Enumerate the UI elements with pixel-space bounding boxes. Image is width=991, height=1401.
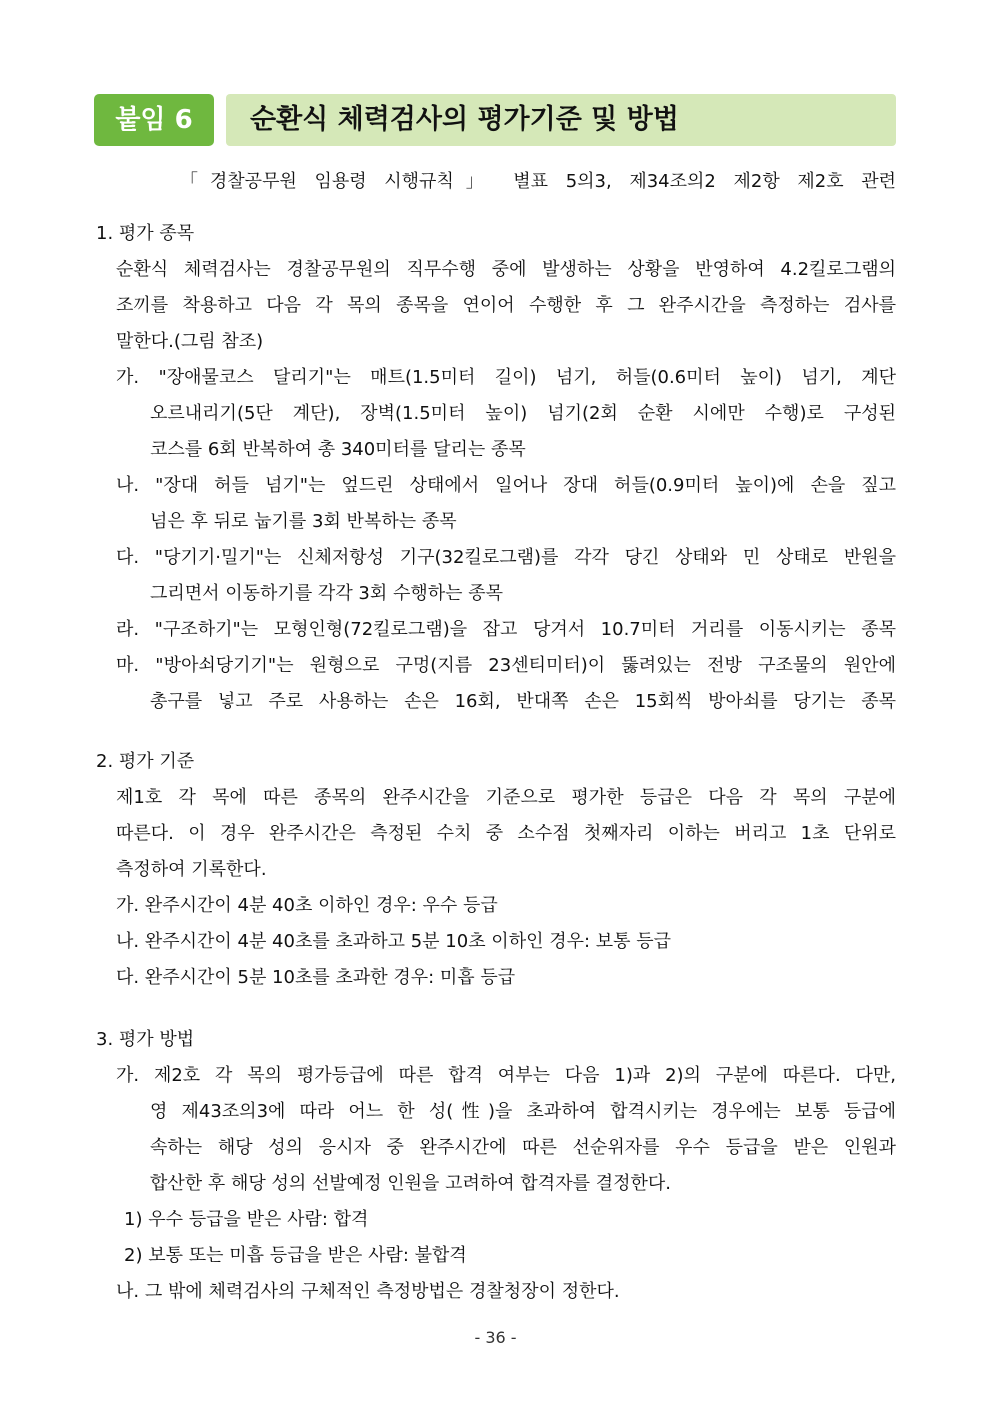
section-1-item-da-cont: 그리면서 이동하기를 각각 3회 수행하는 종목 [150,583,504,604]
section-2-heading: 2. 평가 기준 [96,751,195,772]
section-1-heading: 1. 평가 종목 [96,223,195,244]
section-1-intro-line: 순환식 체력검사는 경찰공무원의 직무수행 중에 발생하는 상황을 반영하여 4.2킬로그램의 [116,259,896,280]
section-1-item-ga-cont: 오르내리기(5단 계단), 장벽(1.5미터 높이) 넘기(2회 순환 시에만 수행)로 구성된 [150,403,896,424]
section-3-item-ga-cont: 합산한 후 해당 성의 선발예정 인원을 고려하여 합격자를 결정한다. [150,1173,671,1194]
annex-title: 순환식 체력검사의 평가기준 및 방법 [226,94,896,146]
section-1-intro-line: 말한다.(그림 참조) [116,331,264,352]
legal-reference: 「경찰공무원 임용령 시행규칙」 별표 5의3, 제34조의2 제2항 제2호 관련 [180,171,896,192]
section-1-item-ma: 마. "방아쇠당기기"는 원형으로 구멍(지름 23센티미터)이 뚫려있는 전방 구조물의 원안에 [116,655,896,676]
section-2-intro-line: 측정하여 기록한다. [116,859,267,880]
section-3-subitem-2: 2) 보통 또는 미흡 등급을 받은 사람: 불합격 [124,1245,467,1266]
section-1-item-ma-cont: 총구를 넣고 주로 사용하는 손은 16회, 반대쪽 손은 15회씩 방아쇠를 당기는 종목 [150,691,896,712]
section-1-item-na-cont: 넘은 후 뒤로 눕기를 3회 반복하는 종목 [150,511,457,532]
page-number: - 36 - [474,1328,517,1347]
section-3-item-na: 나. 그 밖에 체력검사의 구체적인 측정방법은 경찰청장이 정한다. [116,1281,620,1302]
section-3-heading: 3. 평가 방법 [96,1029,195,1050]
section-2-item-ga: 가. 완주시간이 4분 40초 이하인 경우: 우수 등급 [116,895,498,916]
section-2-intro-line: 제1호 각 목에 따른 종목의 완주시간을 기준으로 평가한 등급은 다음 각 목의 구분에 [116,787,896,808]
section-1-item-da: 다. "당기기·밀기"는 신체저항성 기구(32킬로그램)를 각각 당긴 상태와 민 상태로 반원을 [116,547,896,568]
section-1-item-ra: 라. "구조하기"는 모형인형(72킬로그램)을 잡고 당겨서 10.7미터 거리를 이동시키는 종목 [116,619,896,640]
section-1-intro-line: 조끼를 착용하고 다음 각 목의 종목을 연이어 수행한 후 그 완주시간을 측정하는 검사를 [116,295,896,316]
section-3-subitem-1: 1) 우수 등급을 받은 사람: 합격 [124,1209,369,1230]
annex-header [94,94,896,146]
section-3-item-ga-cont: 영 제43조의3에 따라 어느 한 성(性)을 초과하여 합격시키는 경우에는 보통 등급에 [150,1101,896,1122]
section-3-item-ga-cont: 속하는 해당 성의 응시자 중 완주시간에 따른 선순위자를 우수 등급을 받은 인원과 [150,1137,896,1158]
section-1-item-ga-cont: 코스를 6회 반복하여 총 340미터를 달리는 종목 [150,439,526,460]
section-1-item-ga: 가. "장애물코스 달리기"는 매트(1.5미터 길이) 넘기, 허들(0.6미터 높이) 넘기, 계단 [116,367,896,388]
section-3-item-ga: 가. 제2호 각 목의 평가등급에 따른 합격 여부는 다음 1)과 2)의 구분에 따른다. 다만, [116,1065,896,1086]
section-2-item-da: 다. 완주시간이 5분 10초를 초과한 경우: 미흡 등급 [116,967,516,988]
section-2-intro-line: 따른다. 이 경우 완주시간은 측정된 수치 중 소수점 첫째자리 이하는 버리고 1초 단위로 [116,823,896,844]
section-1-item-na: 나. "장대 허들 넘기"는 엎드린 상태에서 일어나 장대 허들(0.9미터 높이)에 손을 짚고 [116,475,896,496]
section-2-item-na: 나. 완주시간이 4분 40초를 초과하고 5분 10초 이하인 경우: 보통 등급 [116,931,672,952]
annex-badge: 붙임 6 [94,94,214,146]
